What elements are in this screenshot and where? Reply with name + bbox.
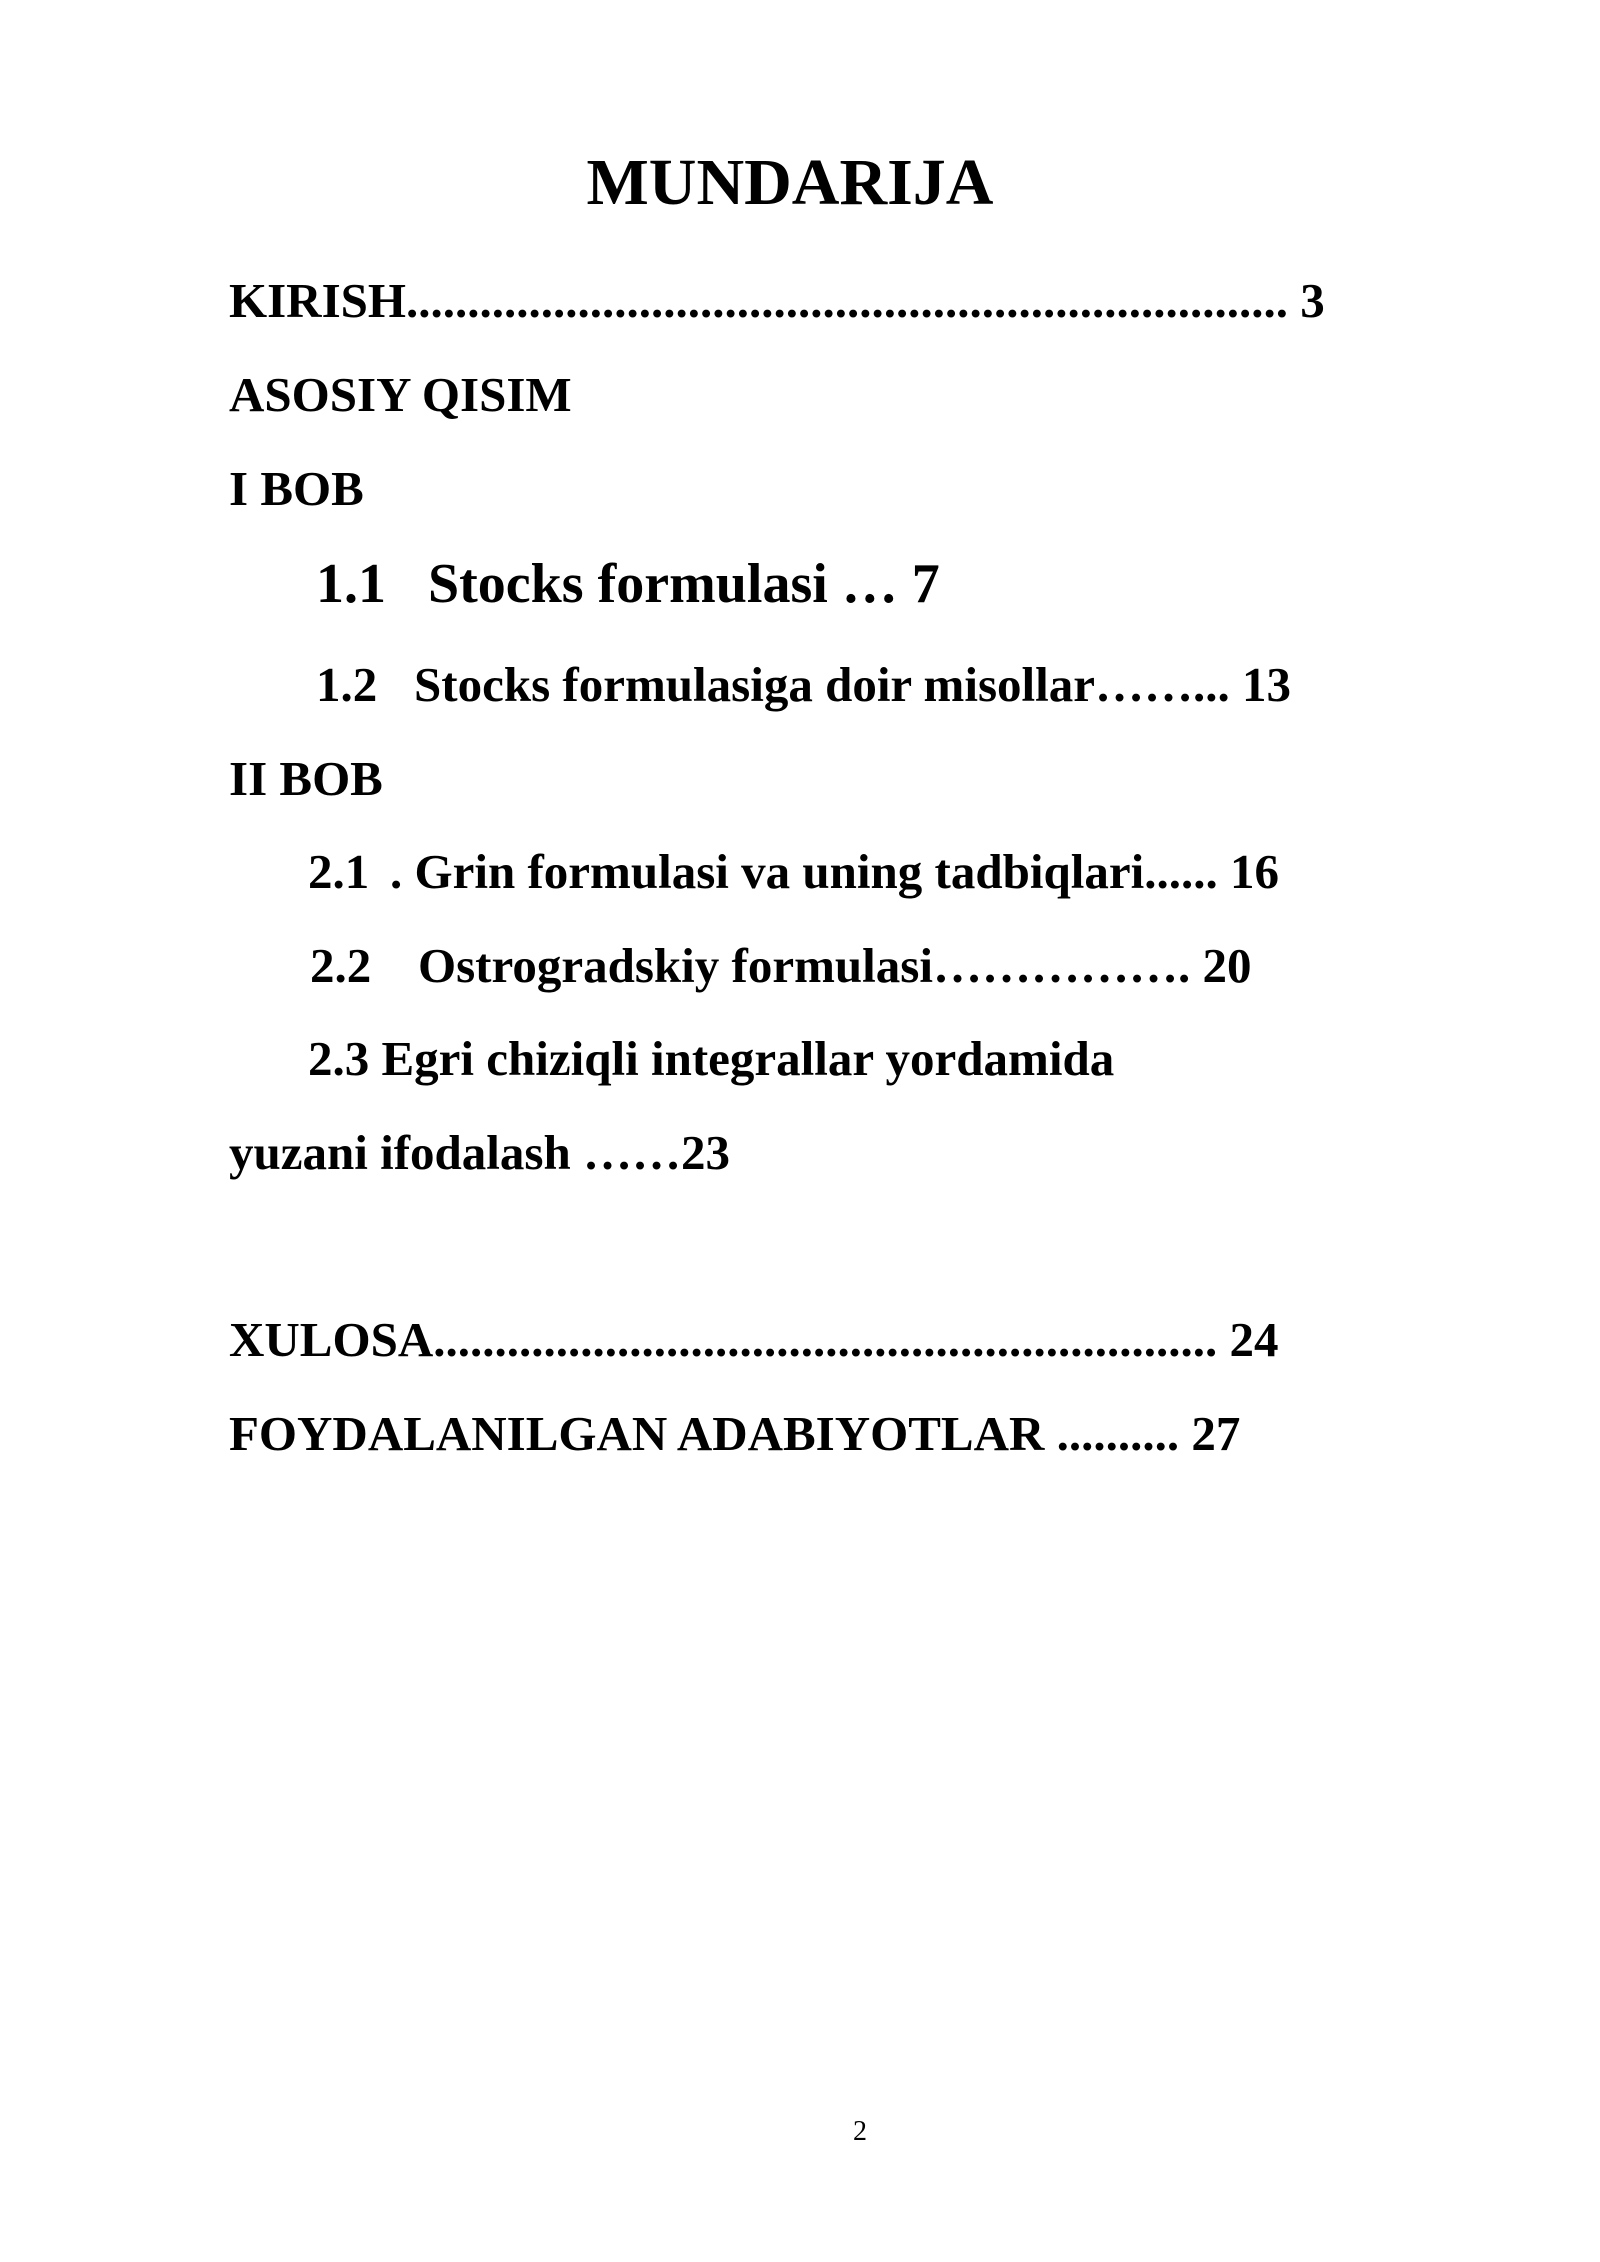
toc-heading-asosiy-qisim: ASOSIY QISIM [229, 367, 572, 422]
toc-entry-2-2-number: 2.2 [310, 938, 372, 993]
toc-entry-2-2 [310, 938, 1252, 993]
page-title: MUNDARIJA [586, 146, 994, 219]
toc-entry-xulosa: XULOSA................................................................ 24 [229, 1312, 1279, 1367]
toc-entry-kirish: KIRISH........................................................................ 3 [229, 273, 1325, 328]
toc-entry-2-3: 2.3 Egri chiziqli integrallar yordamida [308, 1031, 1115, 1086]
toc-entry-adabiyotlar: FOYDALANILGAN ADABIYOTLAR .......... 27 [229, 1406, 1241, 1461]
toc-entry-2-1 [308, 844, 1279, 899]
toc-entry-1-2-number: 1.2 [316, 657, 378, 712]
toc-entry-1-2-text: Stocks formulasiga doir misollar……... 13 [414, 657, 1292, 712]
toc-entry-2-2-text: Ostrogradskiy formulasi……………. 20 [418, 938, 1252, 993]
page-number: 2 [853, 2116, 867, 2147]
toc-entry-2-3-continuation: yuzani ifodalash ……23 [229, 1125, 730, 1180]
toc-entry-2-1-text: . Grin formulasi va uning tadbiqlari...... 16 [390, 844, 1279, 899]
toc-entry-1-2 [316, 657, 1292, 712]
toc-entry-1-1-number: 1.1 [316, 553, 386, 615]
toc-entry-1-1 [316, 553, 940, 615]
toc-heading-bob-2: II BOB [229, 751, 383, 806]
toc-entry-2-1-number: 2.1 [308, 844, 370, 899]
toc-heading-bob-1: I BOB [229, 461, 364, 516]
toc-entry-1-1-text: Stocks formulasi … 7 [428, 553, 940, 615]
